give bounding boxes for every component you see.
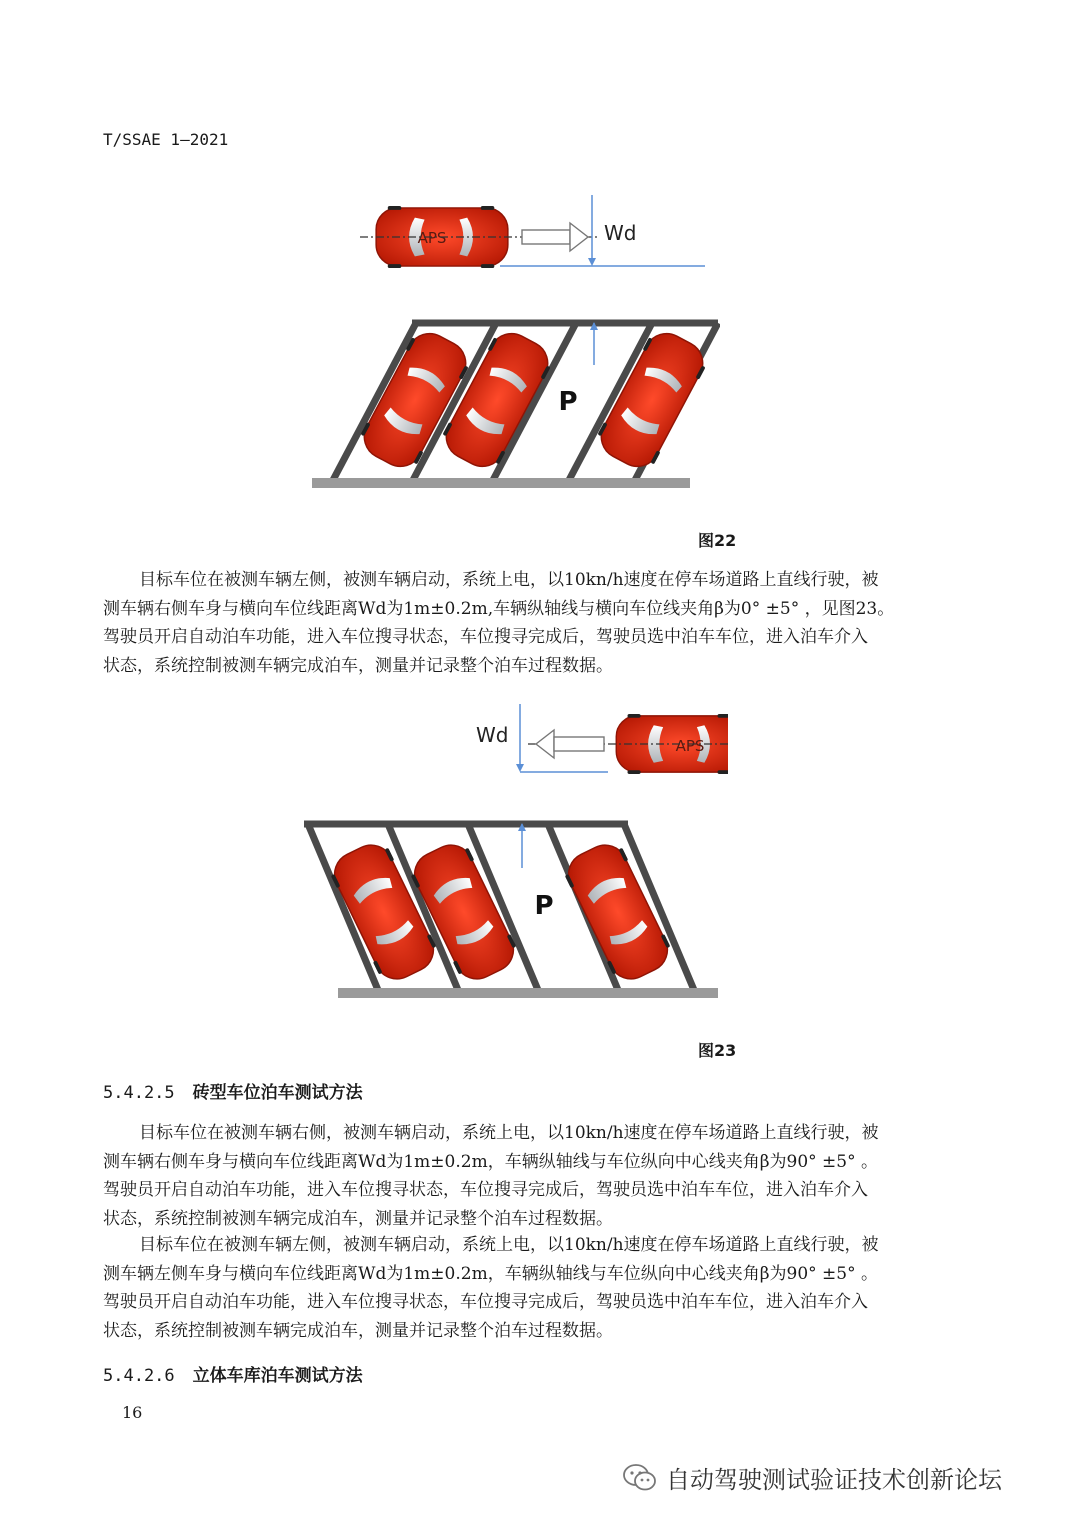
direction-arrow: [536, 730, 604, 758]
target-slot-label: P: [558, 387, 578, 417]
figure-23-caption: 图23: [698, 1041, 737, 1060]
paragraph-1: 目标车位在被测车辆左侧，被测车辆启动，系统上电，以10kn/h速度在停车场道路上直线行驶，被 测车辆右侧车身与横向车位线距离Wd为1m±0.2m,车辆纵轴线与横向车位线夹角β为0° ±5° ，见图23。 驾驶员开启自动泊车功能，进入车位搜寻状态，车位搜寻完成后，驾驶员选中泊车车位，进入泊车介入 状态，系统控制被测车辆完成泊车，测量并记录整个泊车过程数据。: [103, 570, 895, 676]
figure-23: [298, 700, 728, 1010]
footer-attribution: [622, 1460, 1002, 1495]
parking-slots: [312, 322, 718, 488]
wd-label: Wd: [476, 723, 509, 747]
figure-22: [300, 190, 720, 500]
footer-text: 自动驾驶测试验证技术创新论坛: [666, 1466, 1002, 1494]
parking-slots: [304, 823, 718, 998]
section-5426-heading: 5.4.2.6 立体车库泊车测试方法: [103, 1366, 363, 1386]
target-slot-label: P: [534, 891, 554, 921]
wechat-icon: [622, 1463, 658, 1493]
paragraph-2: 目标车位在被测车辆右侧，被测车辆启动，系统上电，以10kn/h速度在停车场道路上直线行驶，被 测车辆右侧车身与横向车位线距离Wd为1m±0.2m，车辆纵轴线与车位纵向中心线夹角β为90° ±5° 。 驾驶员开启自动泊车功能，进入车位搜寻状态，车位搜寻完成后，驾驶员选中泊车车位，进入泊车介入 状态，系统控制被测车辆完成泊车，测量并记录整个泊车过程数据。: [103, 1123, 879, 1229]
aps-label: APS: [675, 737, 705, 755]
paragraph-3: 目标车位在被测车辆左侧，被测车辆启动，系统上电，以10kn/h速度在停车场道路上直线行驶，被 测车辆左侧车身与横向车位线距离Wd为1m±0.2m，车辆纵轴线与车位纵向中心线夹角β为90° ±5° 。 驾驶员开启自动泊车功能，进入车位搜寻状态，车位搜寻完成后，驾驶员选中泊车车位，进入泊车介入 状态，系统控制被测车辆完成泊车，测量并记录整个泊车过程数据。: [103, 1235, 879, 1341]
section-5425-heading: 5.4.2.5 砖型车位泊车测试方法: [103, 1083, 363, 1103]
figure-22-caption: 图22: [698, 531, 737, 550]
direction-arrow: [522, 223, 588, 251]
wd-label: Wd: [604, 221, 637, 245]
page-number: 16: [122, 1403, 143, 1422]
aps-label: APS: [417, 229, 447, 247]
standard-code: T/SSAE 1—2021: [103, 130, 229, 149]
